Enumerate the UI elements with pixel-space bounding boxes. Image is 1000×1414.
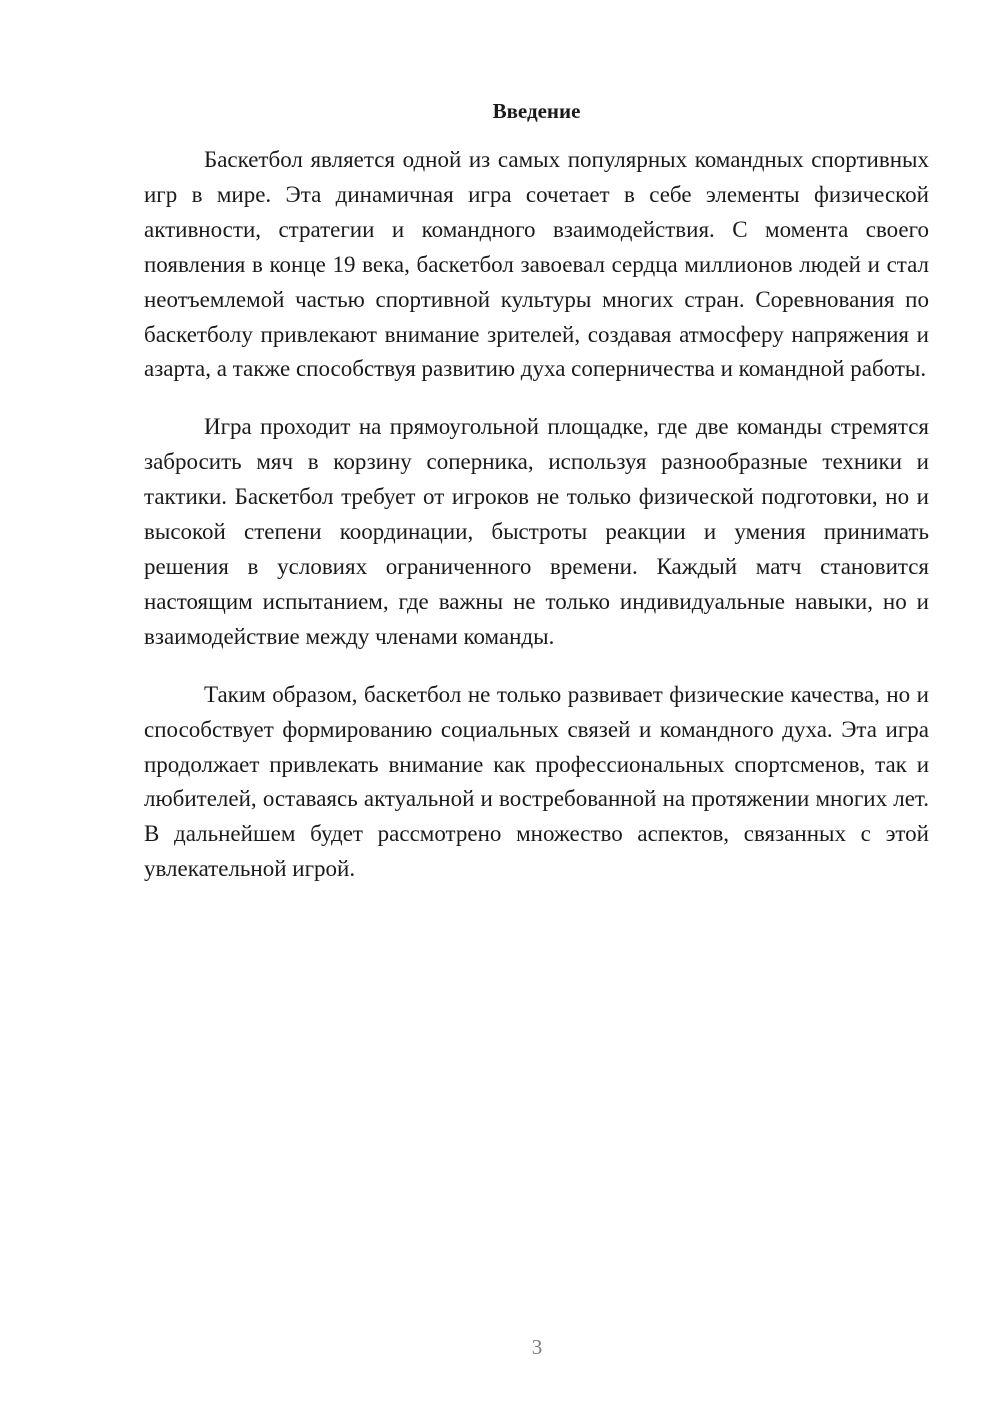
- paragraph-3: Таким образом, баскетбол не только развивает физические качества, но и способствует формированию социальных связей и командного духа. Эта игра продолжает привлекать внимание как профессиональных спортсменов, так и любителей, оставаясь актуальной и востребованной на протяжении многих лет. В дальнейшем будет рассмотрено множество аспектов, связанных с этой увлекательной игрой.: [144, 681, 929, 882]
- paragraph-2: Игра проходит на прямоугольной площадке, где две команды стремятся забросить мяч в корзину соперника, используя разнообразные техники и тактики. Баскетбол требует от игроков не только физической подготовки, но и высокой степени координации, быстроты реакции и умения принимать решения в условиях ограниченного времени. Каждый матч становится настоящим испытанием, где важны не только индивидуальные навыки, но и взаимодействие между членами команды.: [144, 414, 929, 649]
- page-content: [144, 96, 929, 887]
- paragraph-1: Баскетбол является одной из самых популярных командных спортивных игр в мире. Эта динамичная игра сочетает в себе элементы физической активности, стратегии и командного взаимодействия. С момента своего появления в конце 19 века, баскетбол завоевал сердца миллионов людей и стал неотъемлемой частью спортивной культуры многих стран. Соревнования по баскетболу привлекают внимание зрителей, создавая атмосферу напряжения и азарта, а также способствуя развитию духа соперничества и командной работы.: [144, 147, 929, 382]
- page-title: Введение: [492, 99, 581, 123]
- page-number: 3: [531, 1335, 543, 1359]
